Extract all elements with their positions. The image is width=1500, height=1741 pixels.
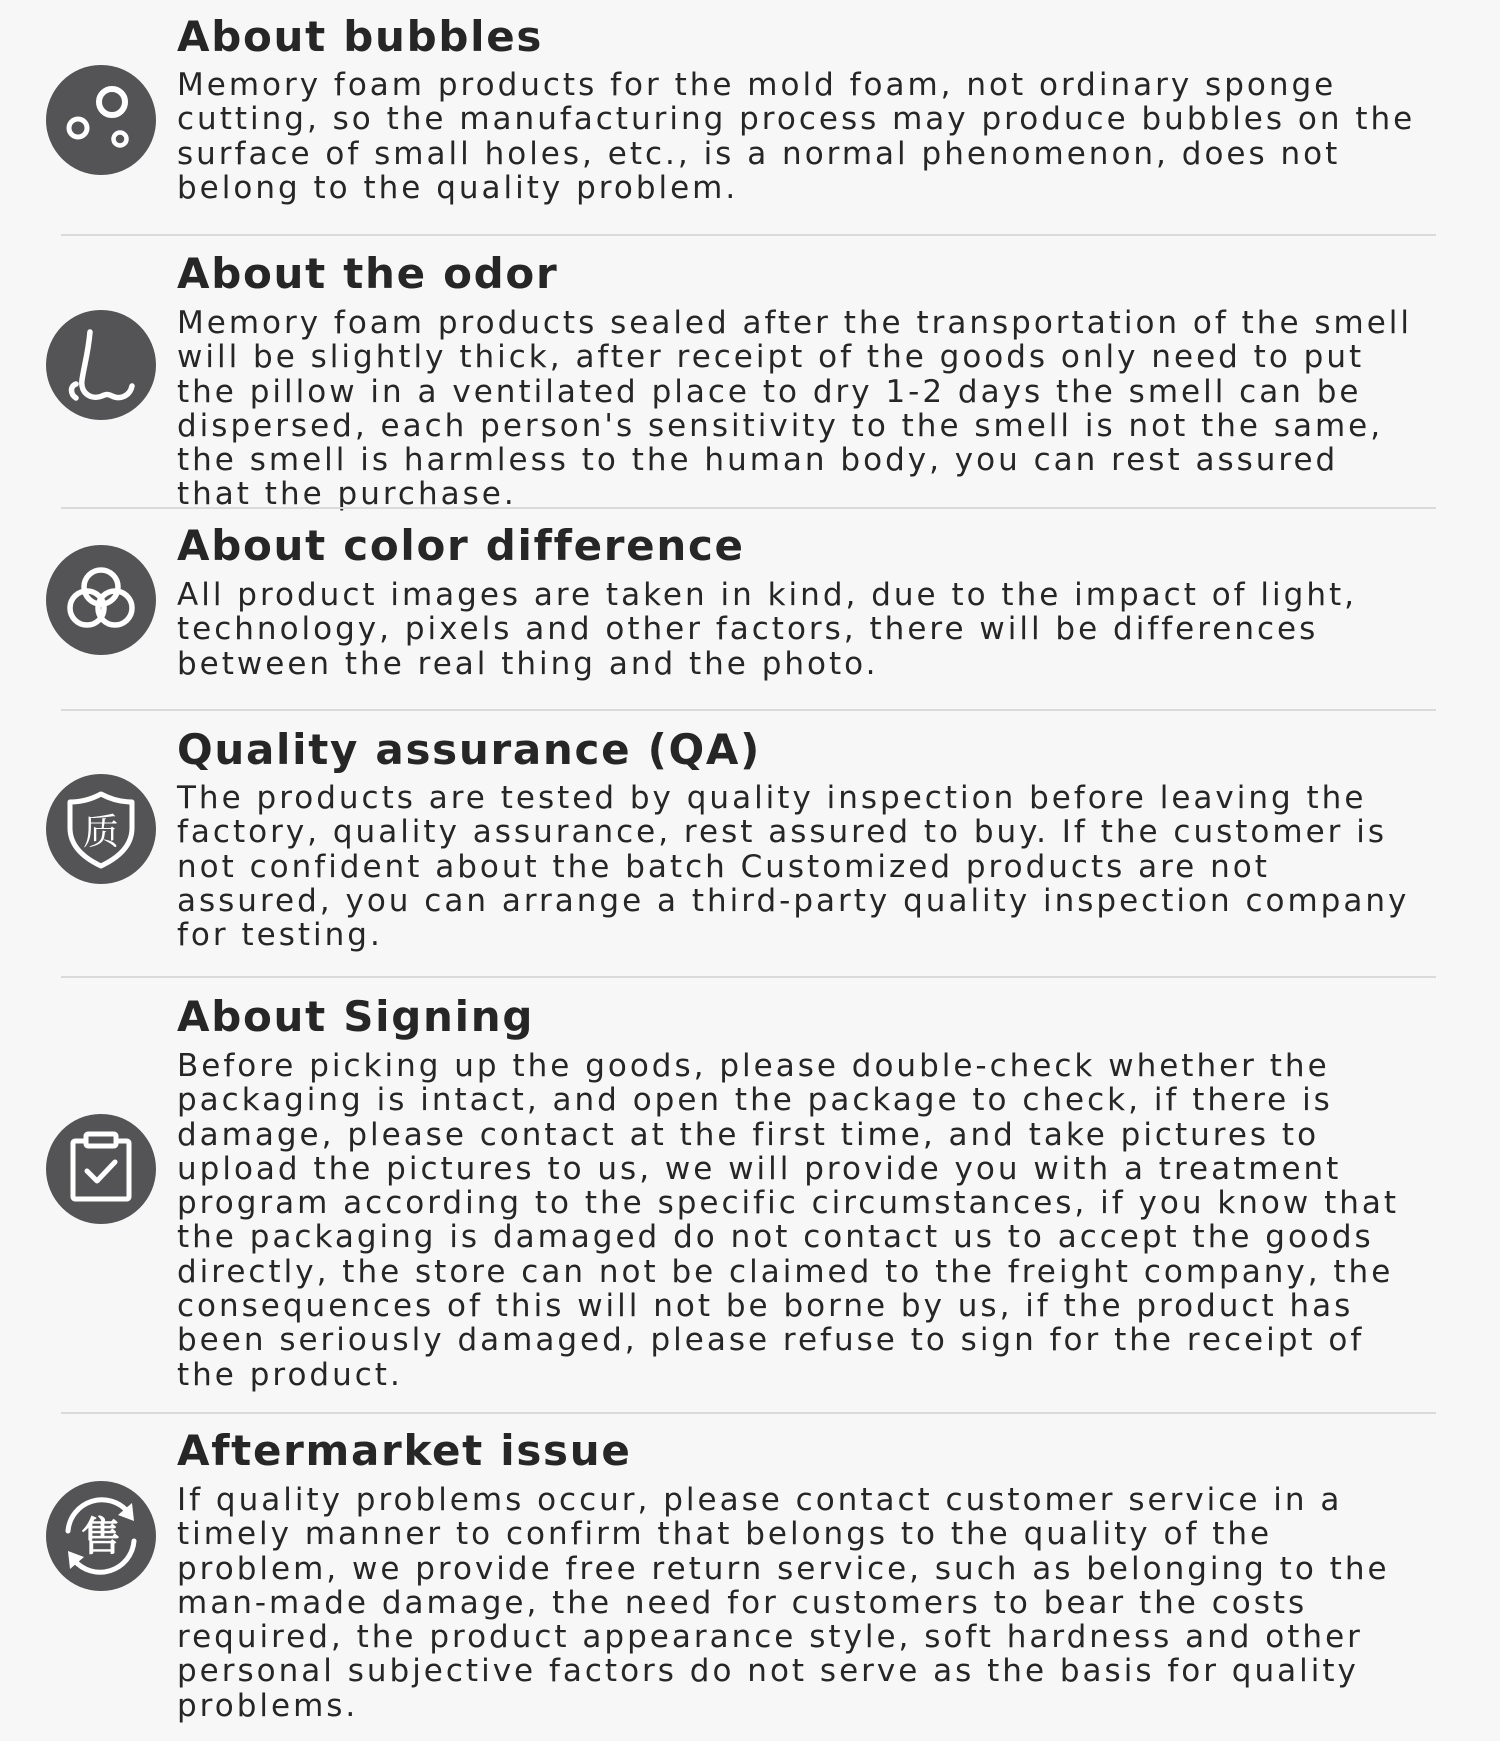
section-title: About bubbles bbox=[177, 12, 544, 61]
section-text: Memory foam products for the mold foam, not ordinary sponge cutting, so the manufacturing process may produce bubbles on the surface of small holes, etc., is a normal phenomenon, does not belong to the quality problem. bbox=[177, 67, 1416, 206]
section-title: About color difference bbox=[177, 521, 745, 570]
divider bbox=[61, 234, 1436, 236]
divider bbox=[61, 709, 1436, 711]
shield-glyph: 质 bbox=[82, 812, 120, 853]
section-text: Before picking up the goods, please double-check whether the packaging is intact, and open the package to check, if there is damage, please contact at the first time, and take pictures to upload the pictures to us, we will provide you with a treatment program according to the specific circumstances, if you know that the packaging is damaged do not contact us to accept the goods directly, the store can not be claimed to the freight company, the consequences of this will not be borne by us, if the product has been seriously damaged, please refuse to sign for the receipt of the product. bbox=[177, 1048, 1400, 1393]
nose-icon bbox=[46, 310, 156, 420]
section-title: Quality assurance (QA) bbox=[177, 725, 762, 774]
divider bbox=[61, 976, 1436, 978]
section-text: Memory foam products sealed after the transportation of the smell will be slightly thick, after receipt of the goods only need to put the pillow in a ventilated place to dry 1-2 days the smell can be dispersed, each person's sensitivity to the smell is not the same, the smell is harmless to the human body, you can rest assured that the purchase. bbox=[177, 305, 1413, 513]
section-text: All product images are taken in kind, due to the impact of light, technology, pixels and other factors, there will be differences between the real thing and the photo. bbox=[177, 577, 1357, 682]
section-text: The products are tested by quality inspection before leaving the factory, quality assurance, rest assured to buy. If the customer is not confident about the batch Customized products are not assured, you can arrange a third-party quality inspection company for testing. bbox=[177, 780, 1410, 954]
divider bbox=[61, 1412, 1436, 1414]
section-title: About Signing bbox=[177, 992, 535, 1041]
section-text: If quality problems occur, please contact customer service in a timely manner to confirm that belongs to the quality of the problem, we provide free return service, such as belonging to the man-made damage, the need for customers to bear the costs required, the product appearance style, soft hardness and other personal subjective factors do not serve as the basis for quality problems. bbox=[177, 1482, 1390, 1724]
clipboard-check-icon bbox=[46, 1114, 156, 1224]
divider bbox=[61, 507, 1436, 509]
bubbles-icon bbox=[46, 65, 156, 175]
section-title: Aftermarket issue bbox=[177, 1426, 632, 1475]
section-title: About the odor bbox=[177, 249, 559, 298]
after-sales-cycle-icon bbox=[46, 1481, 156, 1591]
cycle-glyph: 售 bbox=[81, 1514, 121, 1560]
quality-shield-icon bbox=[46, 774, 156, 884]
color-circles-icon bbox=[46, 545, 156, 655]
